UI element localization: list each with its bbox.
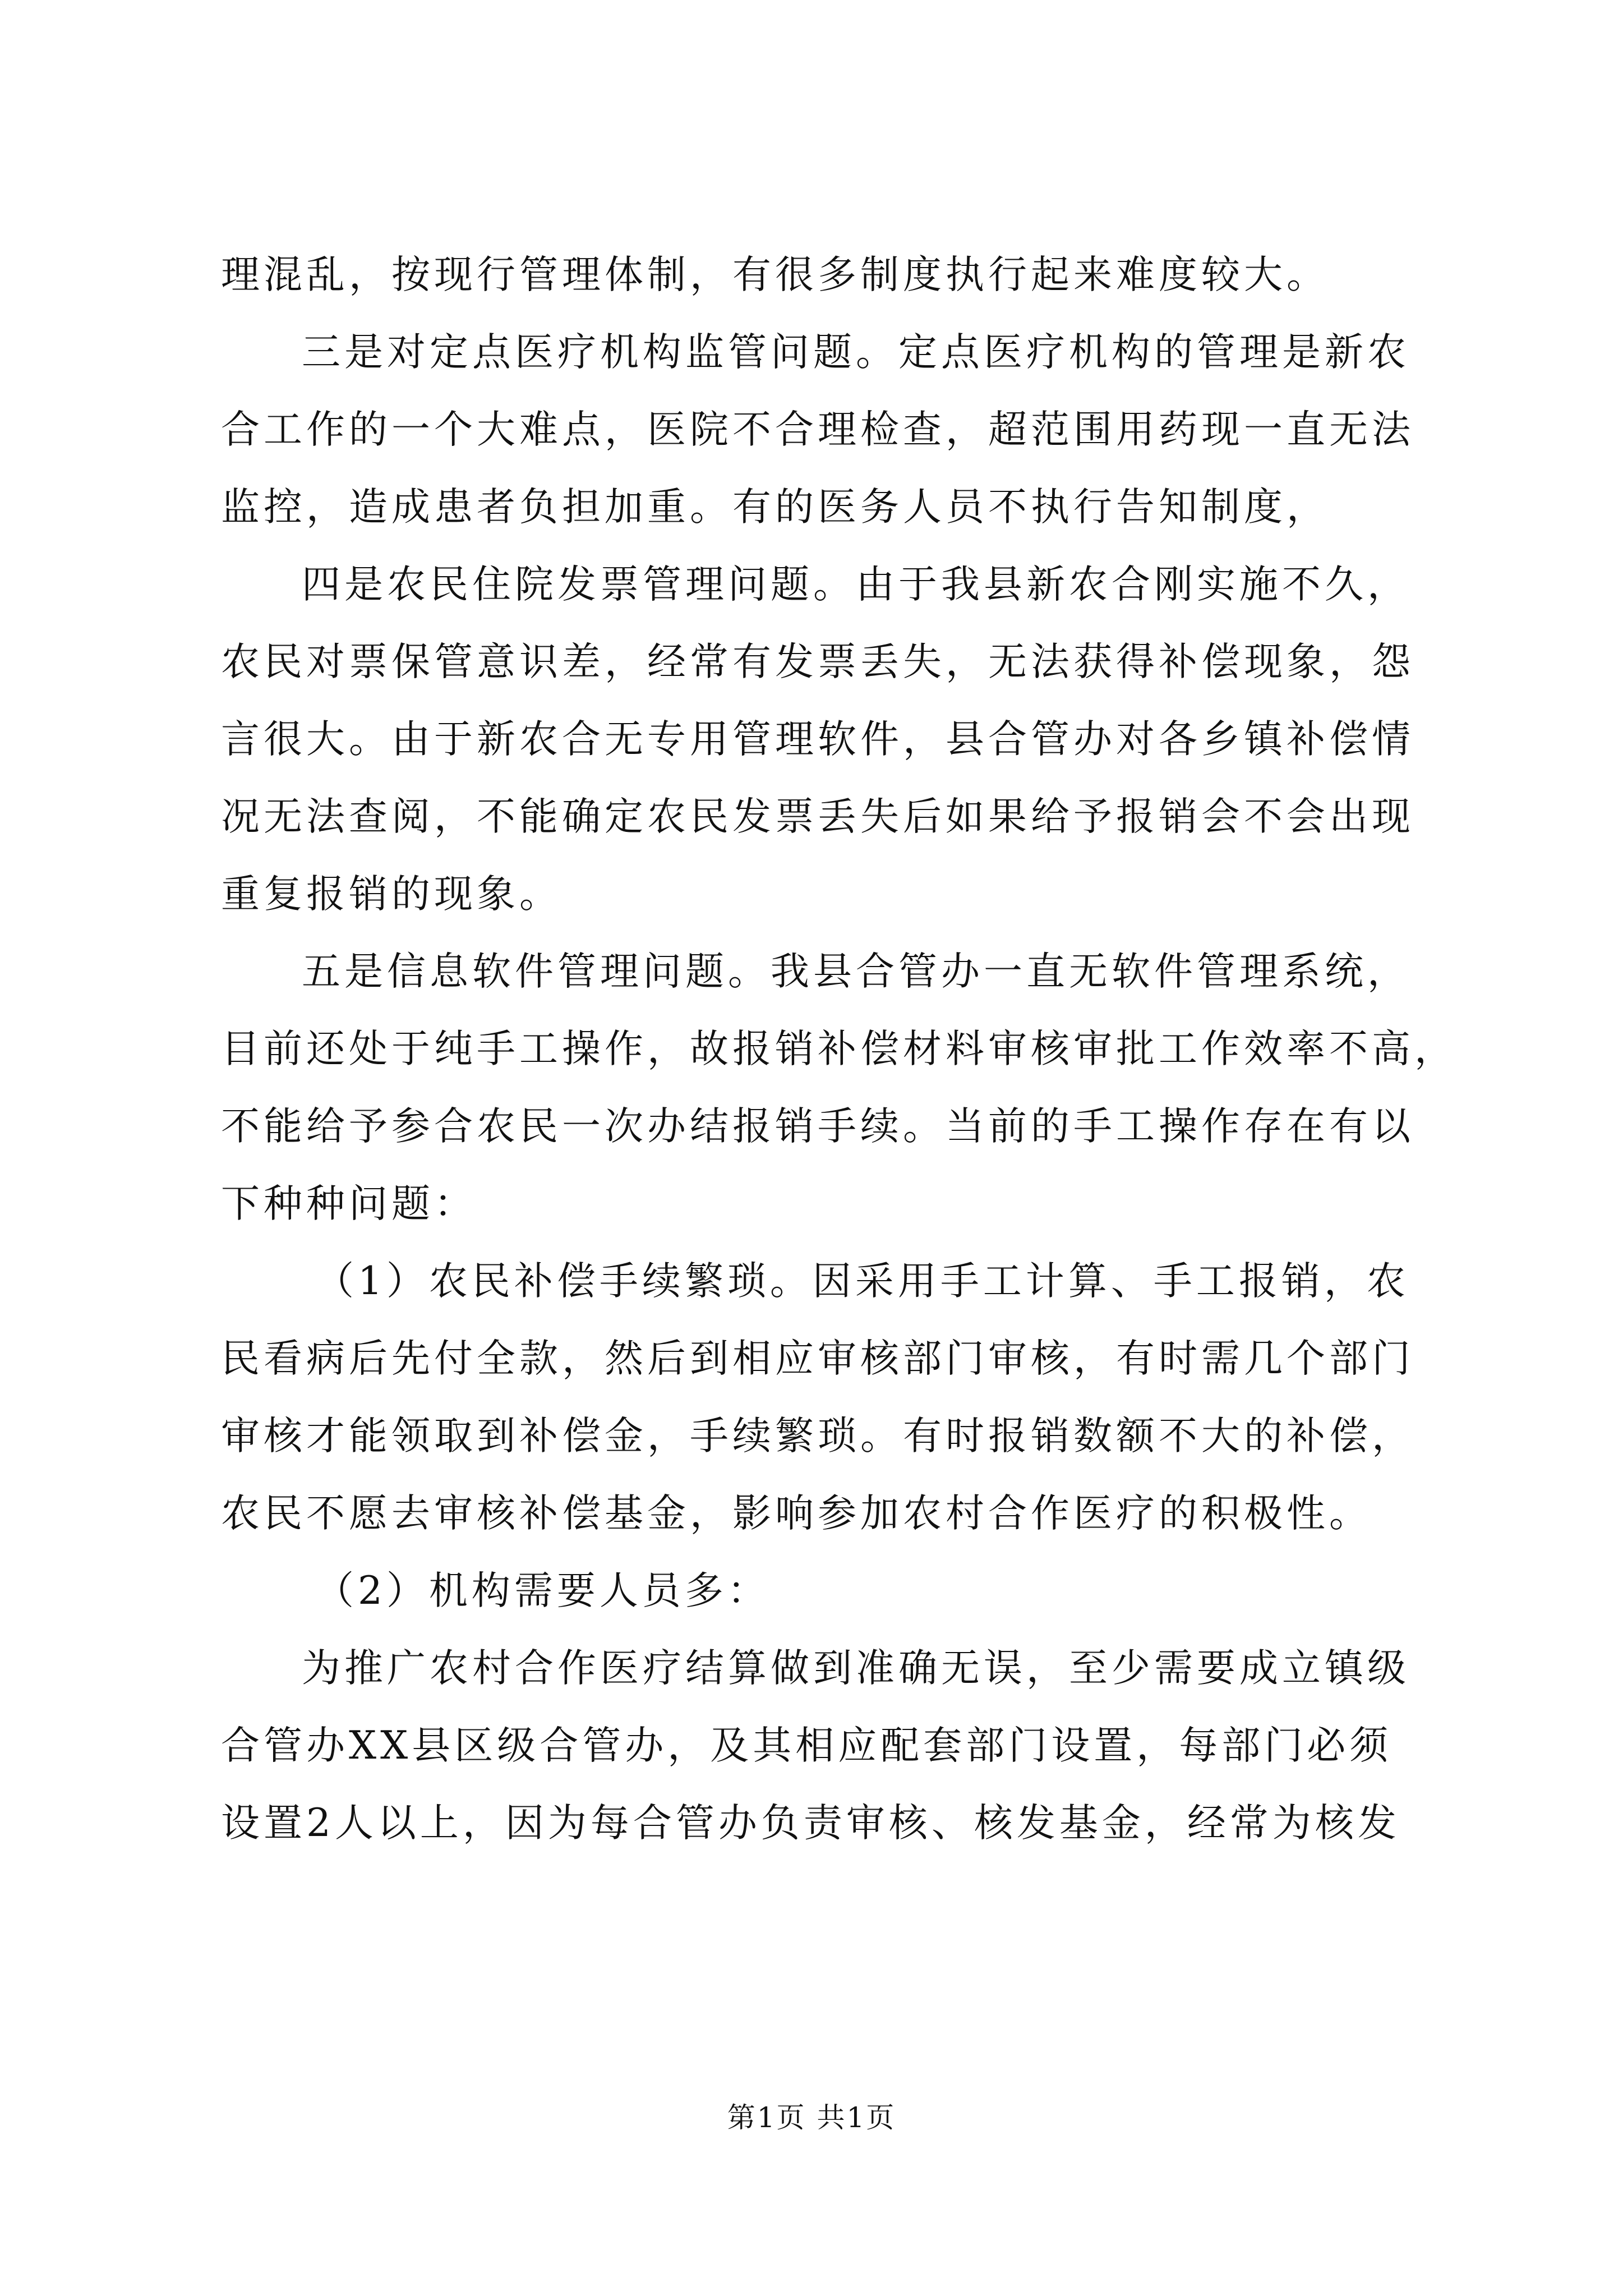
paragraph-line: （1）农民补偿手续繁琐。因采用手工计算、手工报销，农 xyxy=(315,1259,1409,1304)
paragraph-line: 三是对定点医疗机构监管问题。定点医疗机构的管理是新农 xyxy=(302,330,1410,375)
page-number-footer: 第1页 共1页 xyxy=(727,2101,896,2134)
text-line: 监控，造成患者负担加重。有的医务人员不执行告知制度， xyxy=(221,485,1329,530)
text-line: 况无法查阅，不能确定农民发票丢失后如果给予报销会不会出现 xyxy=(221,794,1414,839)
text-line: 农民对票保管意识差，经常有发票丢失，无法获得补偿现象，怨 xyxy=(221,639,1414,684)
text-line: 目前还处于纯手工操作，故报销补偿材料审核审批工作效率不高， xyxy=(221,1027,1457,1071)
paragraph-line: （2）机构需要人员多： xyxy=(315,1568,770,1613)
text-line: 民看病后先付全款，然后到相应审核部门审核，有时需几个部门 xyxy=(221,1336,1414,1381)
paragraph-line: 五是信息软件管理问题。我县合管办一直无软件管理系统， xyxy=(302,949,1410,994)
text-line: 言很大。由于新农合无专用管理软件，县合管办对各乡镇补偿情 xyxy=(221,717,1414,762)
text-line: 审核才能领取到补偿金，手续繁琐。有时报销数额不大的补偿， xyxy=(221,1414,1414,1458)
text-line: 合工作的一个大难点，医院不合理检查，超范围用药现一直无法 xyxy=(221,407,1414,452)
text-line: 下种种问题： xyxy=(221,1181,477,1226)
text-line: 农民不愿去审核补偿基金，影响参加农村合作医疗的积极性。 xyxy=(221,1491,1372,1536)
paragraph-line: 四是农民住院发票管理问题。由于我县新农合刚实施不久， xyxy=(302,562,1410,607)
text-line: 理混乱，按现行管理体制，有很多制度执行起来难度较大。 xyxy=(221,252,1329,297)
text-line: 重复报销的现象。 xyxy=(221,872,562,917)
text-line: 不能给予参合农民一次办结报销手续。当前的手工操作存在有以 xyxy=(221,1104,1414,1149)
text-line: 合管办XX县区级合管办，及其相应配套部门设置，每部门必须 xyxy=(221,1723,1393,1768)
text-line: 设置2人以上，因为每合管办负责审核、核发基金，经常为核发 xyxy=(221,1801,1400,1846)
paragraph-line: 为推广农村合作医疗结算做到准确无误，至少需要成立镇级 xyxy=(302,1646,1410,1691)
